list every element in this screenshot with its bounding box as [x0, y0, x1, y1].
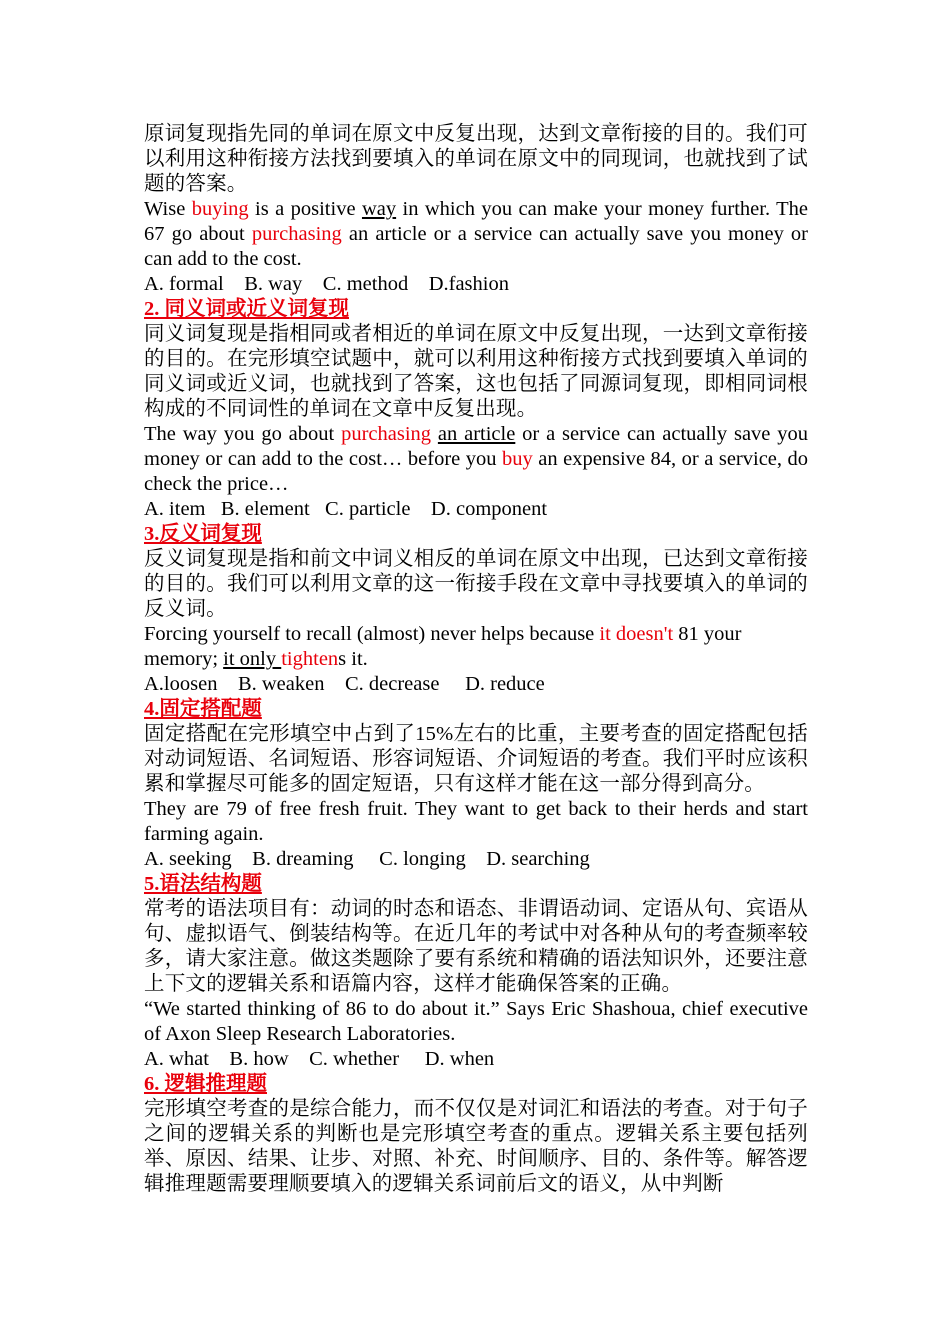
document-body	[144, 122, 808, 1197]
options-text: A. seeking B. dreaming C. longing D. searching	[144, 848, 590, 870]
section-1-intro: 原词复现指先同的单词在原文中反复出现，达到文章衔接的目的。我们可以利用这种衔接方法找到要填入的单词在原文中的同现词，也就找到了试题的答案。	[144, 123, 808, 195]
example-text: Forcing yourself to recall (almost) never helps because	[144, 623, 600, 645]
example-text: s it.	[338, 648, 368, 670]
section-3-intro: 反义词复现是指和前文中词义相反的单词在原文中出现，已达到文章衔接的目的。我们可以利用文章的这一衔接手段在文章中寻找要填入的单词的反义词。	[144, 548, 808, 620]
example-text: or a service can actually save you money or can add to the cost… before you	[144, 423, 809, 470]
example-text: in which you can make your money further. The 67 go about	[144, 198, 808, 245]
options-text: A.loosen B. weaken C. decrease D. reduce	[144, 673, 545, 695]
highlight-word: buy	[502, 448, 533, 470]
section-1-example	[144, 197, 808, 272]
section-4-example: They are 79 of free fresh fruit. They want to get back to their herds and start farming again.	[144, 798, 808, 845]
highlight-word: tighten	[281, 648, 339, 670]
example-text	[431, 423, 438, 445]
highlight-word: purchasing	[341, 423, 432, 445]
options-text: A. what B. how C. whether D. when	[144, 1048, 495, 1070]
section-3-options	[144, 672, 808, 697]
example-text: an article or a service can actually save you money or can add to the cost.	[144, 223, 808, 270]
underlined-word: way	[361, 198, 397, 220]
example-text: 81 your memory;	[144, 623, 742, 670]
section-2-heading: 2. 同义词或近义词复现	[144, 298, 349, 320]
example-text: is a positive	[248, 198, 362, 220]
underlined-word: an article	[437, 423, 516, 445]
section-6-intro: 完形填空考查的是综合能力，而不仅仅是对词汇和语法的考查。对于句子之间的逻辑关系的判断也是完形填空考查的重点。逻辑关系主要包括列举、原因、结果、让步、对照、补充、时间顺序、目的、条件等。解答逻辑推理题需要理顺要填入的逻辑关系词前后文的语义，从中判断	[144, 1098, 808, 1195]
example-text: an expensive 84, or a service, do check the price…	[144, 448, 809, 495]
section-4-intro: 固定搭配在完形填空中占到了15%左右的比重，主要考查的固定搭配包括对动词短语、名词短语、形容词短语、介词短语的考查。我们平时应该积累和掌握尽可能多的固定短语，只有这样才能在这一部分得到高分。	[144, 723, 808, 795]
section-5-options	[144, 1047, 808, 1072]
highlight-word: it doesn't	[599, 623, 674, 645]
section-3-heading: 3.反义词复现	[144, 523, 262, 545]
section-4-options	[144, 847, 808, 872]
example-text: The way you go about	[144, 423, 342, 445]
underlined-word: it only	[223, 648, 282, 670]
highlight-word: buying	[191, 198, 249, 220]
section-6-heading: 6. 逻辑推理题	[144, 1073, 267, 1095]
example-text: Wise	[144, 198, 192, 220]
section-5-heading: 5.语法结构题	[144, 873, 262, 895]
section-2-example	[144, 422, 808, 497]
section-1-options	[144, 272, 808, 297]
section-3-example	[144, 622, 808, 672]
options-text: A. formal B. way C. method D.fashion	[144, 273, 509, 295]
highlight-word: purchasing	[251, 223, 342, 245]
options-text: A. item B. element C. particle D. component	[144, 498, 548, 520]
section-4-heading: 4.固定搭配题	[144, 698, 262, 720]
section-2-intro: 同义词复现是指相同或者相近的单词在原文中反复出现，一达到文章衔接的目的。在完形填空试题中，就可以利用这种衔接方式找到要填入单词的同义词或近义词，也就找到了答案，这也包括了同源词复现，即相同词根构成的不同词性的单词在文章中反复出现。	[144, 323, 808, 420]
section-5-example: “We started thinking of 86 to do about it.” Says Eric Shashoua, chief executive of Axon Sleep Research Laboratories.	[144, 998, 808, 1045]
section-2-options	[144, 497, 808, 522]
section-5-intro: 常考的语法项目有：动词的时态和语态、非谓语动词、定语从句、宾语从句、虚拟语气、倒装结构等。在近几年的考试中对各种从句的考查频率较多，请大家注意。做这类题除了要有系统和精确的语法知识外，还要注意上下文的逻辑关系和语篇内容，这样才能确保答案的正确。	[144, 898, 808, 995]
